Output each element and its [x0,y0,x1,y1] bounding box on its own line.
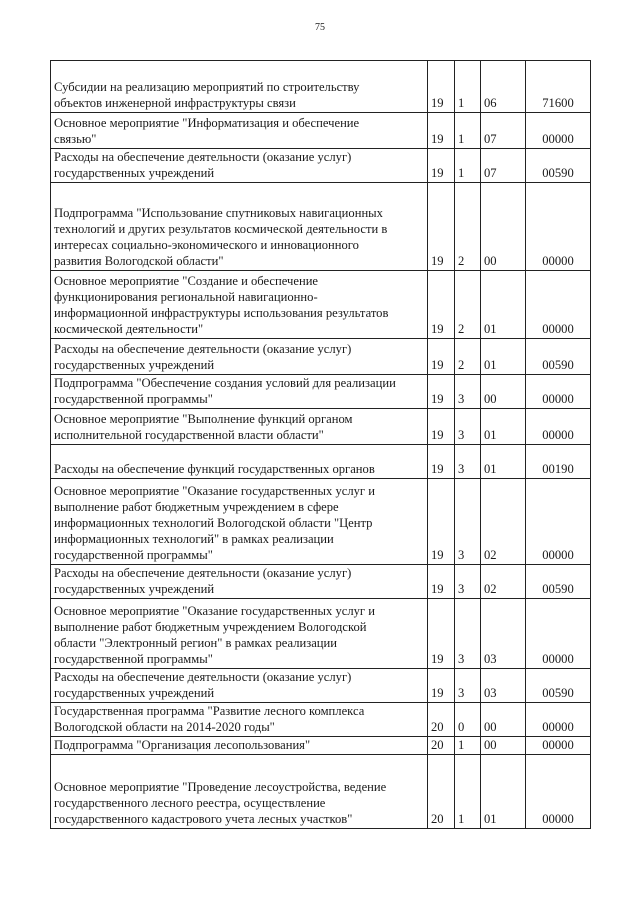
row-name: Основное мероприятие "Выполнение функций органом исполнительной государственной власти области" [51,409,428,445]
row-code-c: 07 [481,113,526,149]
row-code-b: 3 [455,409,481,445]
row-code-a: 19 [428,479,455,565]
row-code-c: 00 [481,375,526,409]
table-row [51,669,591,703]
row-code-b: 3 [455,479,481,565]
row-code-b: 2 [455,271,481,339]
row-code-c: 00 [481,183,526,271]
row-code-a: 19 [428,565,455,599]
row-code-a: 19 [428,339,455,375]
row-name: Основное мероприятие "Оказание государственных услуг и выполнение работ бюджетным учреждением Вологодской области "Электронный регион" в рамках реализации государственной программы" [51,599,428,669]
row-name: Основное мероприятие "Оказание государственных услуг и выполнение работ бюджетным учреждением в сфере информационных технологий Вологодской области "Центр информационных технологий" в рамках реализации государственной программы" [51,479,428,565]
row-code-d: 00000 [526,755,591,829]
table-row [51,409,591,445]
row-code-d: 00000 [526,599,591,669]
row-code-d: 71600 [526,61,591,113]
row-code-c: 00 [481,737,526,755]
row-code-b: 1 [455,755,481,829]
row-code-a: 20 [428,703,455,737]
row-code-b: 2 [455,339,481,375]
row-code-a: 20 [428,755,455,829]
table-row [51,339,591,375]
row-name: Основное мероприятие "Проведение лесоустройства, ведение государственного лесного реестра, осуществление государственного кадастрового учета лесных участков" [51,755,428,829]
table-row [51,149,591,183]
row-code-c: 01 [481,755,526,829]
row-code-b: 0 [455,703,481,737]
row-code-a: 19 [428,409,455,445]
row-code-b: 1 [455,113,481,149]
table-row [51,599,591,669]
row-name: Расходы на обеспечение деятельности (оказание услуг) государственных учреждений [51,339,428,375]
table-row [51,61,591,113]
row-name: Основное мероприятие "Информатизация и обеспечение связью" [51,113,428,149]
row-code-c: 01 [481,339,526,375]
row-code-a: 19 [428,375,455,409]
row-code-b: 3 [455,599,481,669]
row-name: Подпрограмма "Организация лесопользования" [51,737,428,755]
row-code-c: 06 [481,61,526,113]
table-row [51,375,591,409]
row-code-d: 00590 [526,565,591,599]
row-code-b: 1 [455,149,481,183]
row-code-c: 03 [481,669,526,703]
row-code-a: 19 [428,271,455,339]
row-name: Субсидии на реализацию мероприятий по строительству объектов инженерной инфраструктуры связи [51,61,428,113]
row-code-a: 19 [428,113,455,149]
row-code-c: 01 [481,271,526,339]
row-name: Расходы на обеспечение деятельности (оказание услуг) государственных учреждений [51,149,428,183]
row-code-d: 00000 [526,271,591,339]
row-code-d: 00590 [526,669,591,703]
row-code-a: 19 [428,599,455,669]
row-code-c: 03 [481,599,526,669]
row-code-d: 00000 [526,479,591,565]
row-name: Государственная программа "Развитие лесного комплекса Вологодской области на 2014-2020 годы" [51,703,428,737]
row-code-c: 01 [481,445,526,479]
row-code-d: 00000 [526,703,591,737]
row-code-d: 00000 [526,409,591,445]
page-number: 75 [315,22,325,33]
table-row [51,755,591,829]
row-code-b: 2 [455,183,481,271]
row-code-c: 01 [481,409,526,445]
row-code-a: 19 [428,669,455,703]
row-code-d: 00590 [526,339,591,375]
row-code-b: 3 [455,375,481,409]
row-code-b: 3 [455,565,481,599]
table-row [51,445,591,479]
row-code-b: 3 [455,669,481,703]
row-name: Расходы на обеспечение деятельности (оказание услуг) государственных учреждений [51,669,428,703]
table-row [51,737,591,755]
table-row [51,703,591,737]
row-code-a: 19 [428,445,455,479]
row-code-a: 19 [428,149,455,183]
row-code-a: 19 [428,183,455,271]
row-code-d: 00000 [526,183,591,271]
row-code-c: 07 [481,149,526,183]
row-code-d: 00590 [526,149,591,183]
table-row [51,271,591,339]
table-row [51,479,591,565]
row-name: Расходы на обеспечение деятельности (оказание услуг) государственных учреждений [51,565,428,599]
row-code-d: 00000 [526,375,591,409]
row-code-c: 02 [481,479,526,565]
table-row [51,565,591,599]
row-code-b: 1 [455,737,481,755]
row-code-d: 00000 [526,737,591,755]
row-code-b: 1 [455,61,481,113]
row-code-d: 00190 [526,445,591,479]
row-code-d: 00000 [526,113,591,149]
table-row [51,183,591,271]
row-code-c: 02 [481,565,526,599]
row-name: Основное мероприятие "Создание и обеспечение функционирования региональной навигационно- информационной инфраструктуры использования результатов космической деятельности" [51,271,428,339]
row-name: Подпрограмма "Использование спутниковых навигационных технологий и других результатов космической деятельности в интересах социально-экономического и инновационного развития Вологодской области" [51,183,428,271]
row-code-a: 19 [428,61,455,113]
row-code-a: 20 [428,737,455,755]
row-name: Расходы на обеспечение функций государственных органов [51,445,428,479]
row-code-b: 3 [455,445,481,479]
budget-classification-table [50,60,591,829]
row-code-c: 00 [481,703,526,737]
row-name: Подпрограмма "Обеспечение создания условий для реализации государственной программы" [51,375,428,409]
table-row [51,113,591,149]
